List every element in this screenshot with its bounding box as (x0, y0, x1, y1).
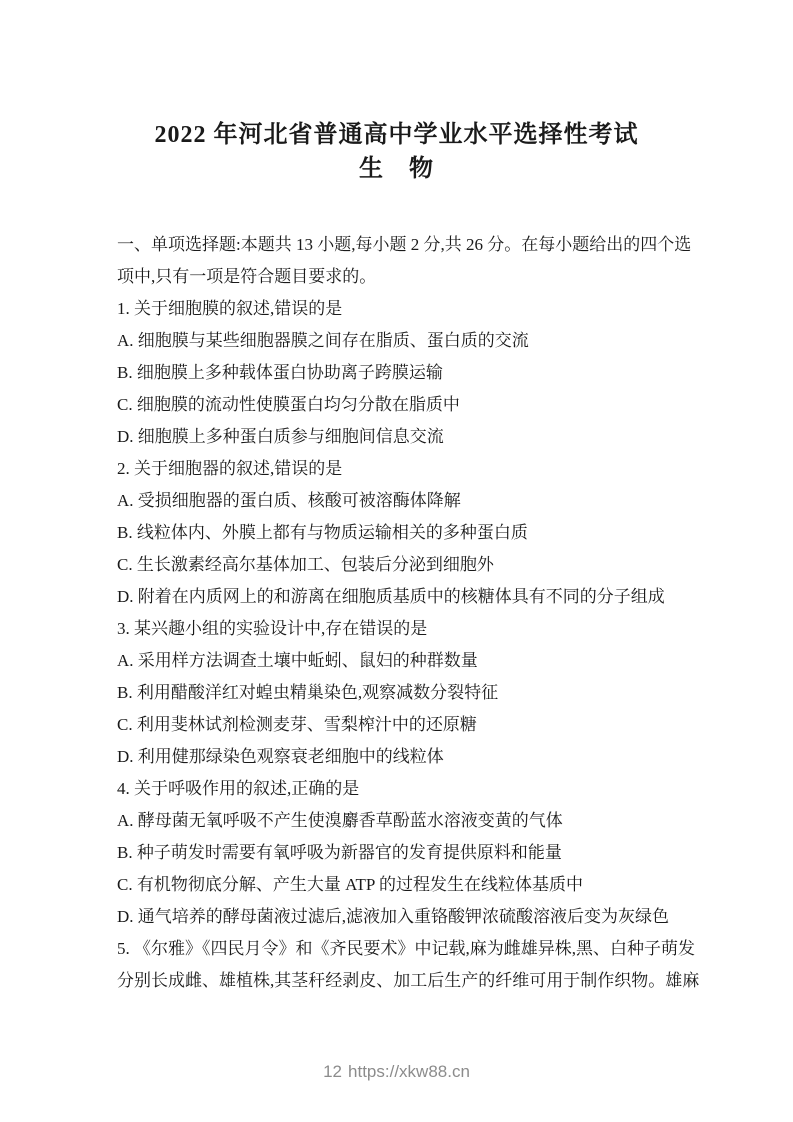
question-4-option-line: D. 通气培养的酵母菌液过滤后,滤液加入重铬酸钾浓硫酸溶液后变为灰绿色 (117, 907, 670, 926)
question-2-option-line: D. 附着在内质网上的和游离在细胞质基质中的核糖体具有不同的分子组成 (117, 587, 665, 606)
question-2-stem-line: 2. 关于细胞器的叙述,错误的是 (117, 459, 343, 478)
page-footer (0, 1062, 793, 1082)
section-header-line: 项中,只有一项是符合题目要求的。 (117, 267, 377, 286)
question-2-option-line: C. 生长激素经高尔基体加工、包装后分泌到细胞外 (117, 555, 494, 574)
question-1-option-line: C. 细胞膜的流动性使膜蛋白均匀分散在脂质中 (117, 395, 460, 414)
question-2-option-line: A. 受损细胞器的蛋白质、核酸可被溶酶体降解 (117, 491, 461, 510)
question-3-option-line: B. 利用醋酸洋红对蝗虫精巢染色,观察减数分裂特征 (117, 683, 499, 702)
question-1-option-line: B. 细胞膜上多种载体蛋白协助离子跨膜运输 (117, 363, 443, 382)
question-5-stem-line: 分别长成雌、雄植株,其茎秆经剥皮、加工后生产的纤维可用于制作织物。雄麻 (117, 971, 700, 990)
page-number: 12 (323, 1062, 343, 1081)
question-5-stem-line: 5. 《尔雅》《四民月令》和《齐民要术》中记载,麻为雌雄异株,黑、白种子萌发 (117, 939, 695, 958)
question-2-option-line: B. 线粒体内、外膜上都有与物质运输相关的多种蛋白质 (117, 523, 528, 542)
exam-body (117, 229, 700, 997)
question-3-option-line: A. 采用样方法调查土壤中蚯蚓、鼠妇的种群数量 (117, 651, 478, 670)
section-header-line: 一、单项选择题:本题共 13 小题,每小题 2 分,共 26 分。在每小题给出的四个选 (117, 235, 692, 254)
question-3-option-line: C. 利用斐林试剂检测麦芽、雪梨榨汁中的还原糖 (117, 715, 477, 734)
document-title (0, 0, 793, 186)
footer-url: https://xkw88.cn (348, 1062, 470, 1081)
question-3-option-line: D. 利用健那绿染色观察衰老细胞中的线粒体 (117, 747, 444, 766)
title-line-2: 生 物 (359, 156, 434, 182)
question-4-option-line: B. 种子萌发时需要有氧呼吸为新器官的发育提供原料和能量 (117, 843, 562, 862)
question-4-option-line: C. 有机物彻底分解、产生大量 ATP 的过程发生在线粒体基质中 (117, 875, 583, 894)
question-1-option-line: D. 细胞膜上多种蛋白质参与细胞间信息交流 (117, 427, 444, 446)
question-3-stem-line: 3. 某兴趣小组的实验设计中,存在错误的是 (117, 619, 428, 638)
question-1-stem-line: 1. 关于细胞膜的叙述,错误的是 (117, 299, 343, 318)
question-1-option-line: A. 细胞膜与某些细胞器膜之间存在脂质、蛋白质的交流 (117, 331, 529, 350)
title-line-1: 2022 年河北省普通高中学业水平选择性考试 (154, 122, 639, 148)
question-4-option-line: A. 酵母菌无氧呼吸不产生使溴麝香草酚蓝水溶液变黄的气体 (117, 811, 563, 830)
question-4-stem-line: 4. 关于呼吸作用的叙述,正确的是 (117, 779, 360, 798)
